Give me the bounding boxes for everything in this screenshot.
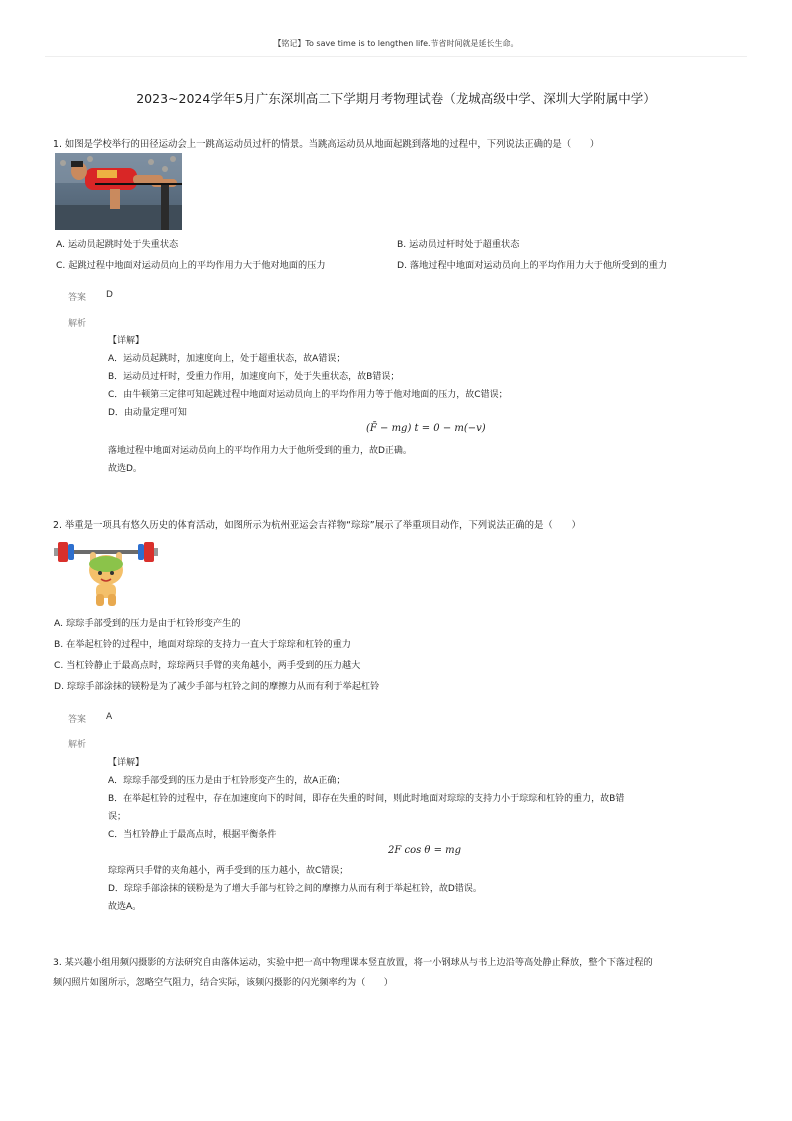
q1-explanation-line: 故选D。 <box>108 464 142 474</box>
q2-explanation-line: 误； <box>108 812 127 822</box>
q1-analysis-label: 解析 <box>68 319 87 329</box>
q2-explanation-line: A．琮琮手部受到的压力是由于杠铃形变产生的，故A正确； <box>108 776 346 786</box>
q2-option-c: C. 当杠铃静止于最高点时，琮琮两只手臂的夹角越小，两手受到的压力越大 <box>54 660 361 671</box>
question-2-stem: 2. 举重是一项具有悠久历史的体育活动，如图所示为杭州亚运会吉祥物“琮琮”展示了举重项目动作，下列说法正确的是（ ） <box>53 520 581 531</box>
banner-divider <box>45 56 747 57</box>
question-3-stem: 3. 某兴趣小组用频闪摄影的方法研究自由落体运动，实验中把一高中物理课本竖直放置，将一小钢球从与书上边沿等高处静止释放，整个下落过程的 <box>53 957 653 968</box>
q2-explanation-line: B．在举起杠铃的过程中，存在加速度向下的时间，即存在失重的时间，则此时地面对琮琮的支持力小于琮琮和杠铃的重力，故B错 <box>108 794 625 804</box>
q2-analysis-label: 解析 <box>68 740 87 750</box>
q1-explanation-line: D．由动量定理可知 <box>108 408 187 418</box>
q1-explanation-line: B．运动员过杆时，受重力作用，加速度向下，处于失重状态，故B错误； <box>108 372 400 382</box>
q1-explanation-line: A．运动员起跳时，加速度向上，处于超重状态，故A错误； <box>108 354 346 364</box>
q1-explanation-heading: 【详解】 <box>108 336 145 346</box>
q2-formula: 2F cos θ = mg <box>388 845 462 856</box>
q1-option-b: B. 运动员过杆时处于超重状态 <box>397 239 520 250</box>
q2-answer-value: A <box>106 712 113 722</box>
q2-explanation-line: 故选A。 <box>108 902 142 912</box>
q2-option-d: D. 琮琮手部涂抹的镁粉是为了减少手部与杠铃之间的摩擦力从而有利于举起杠铃 <box>54 681 380 692</box>
question-1-stem: 1. 如图是学校举行的田径运动会上一跳高运动员过杆的情景。当跳高运动员从地面起跳到落地的过程中，下列说法正确的是（ ） <box>53 139 600 150</box>
q1-answer-label: 答案 <box>68 293 87 303</box>
question-3-stem-cont: 频闪照片如图所示，忽略空气阻力，结合实际，该频闪摄影的闪光频率约为（ ） <box>53 977 393 988</box>
q1-option-d: D. 落地过程中地面对运动员向上的平均作用力大于他所受到的重力 <box>397 260 668 271</box>
q2-answer-label: 答案 <box>68 715 87 725</box>
q2-option-a: A. 琮琮手部受到的压力是由于杠铃形变产生的 <box>54 618 241 629</box>
q1-formula: (F̄ − mg) t = 0 − m(−v) <box>366 423 486 434</box>
mascot-weightlifting-image <box>54 536 158 610</box>
q2-explanation-line: 琮琮两只手臂的夹角越小，两手受到的压力越小，故C错误； <box>108 866 349 876</box>
q1-explanation-line: 落地过程中地面对运动员向上的平均作用力大于他所受到的重力，故D正确。 <box>108 446 412 456</box>
q2-explanation-line: C．当杠铃静止于最高点时，根据平衡条件 <box>108 830 277 840</box>
q2-explanation-heading: 【详解】 <box>108 758 145 768</box>
q1-answer-value: D <box>106 290 113 300</box>
q2-explanation-line: D．琮琮手部涂抹的镁粉是为了增大手部与杠铃之间的摩擦力从而有利于举起杠铃，故D错误。 <box>108 884 482 894</box>
q1-option-c: C. 起跳过程中地面对运动员向上的平均作用力大于他对地面的压力 <box>56 260 326 271</box>
motto-banner: 【铭记】To save time is to lengthen life.节省时间就是延长生命。 <box>273 39 519 48</box>
page-title: 2023~2024学年5月广东深圳高二下学期月考物理试卷（龙城高级中学、深圳大学附属中学） <box>136 91 656 106</box>
high-jump-photo <box>55 153 182 230</box>
q2-option-b: B. 在举起杠铃的过程中，地面对琮琮的支持力一直大于琮琮和杠铃的重力 <box>54 639 351 650</box>
q1-option-a: A. 运动员起跳时处于失重状态 <box>56 239 179 250</box>
q1-explanation-line: C．由牛顿第三定律可知起跳过程中地面对运动员向上的平均作用力等于他对地面的压力，故C错误； <box>108 390 508 400</box>
